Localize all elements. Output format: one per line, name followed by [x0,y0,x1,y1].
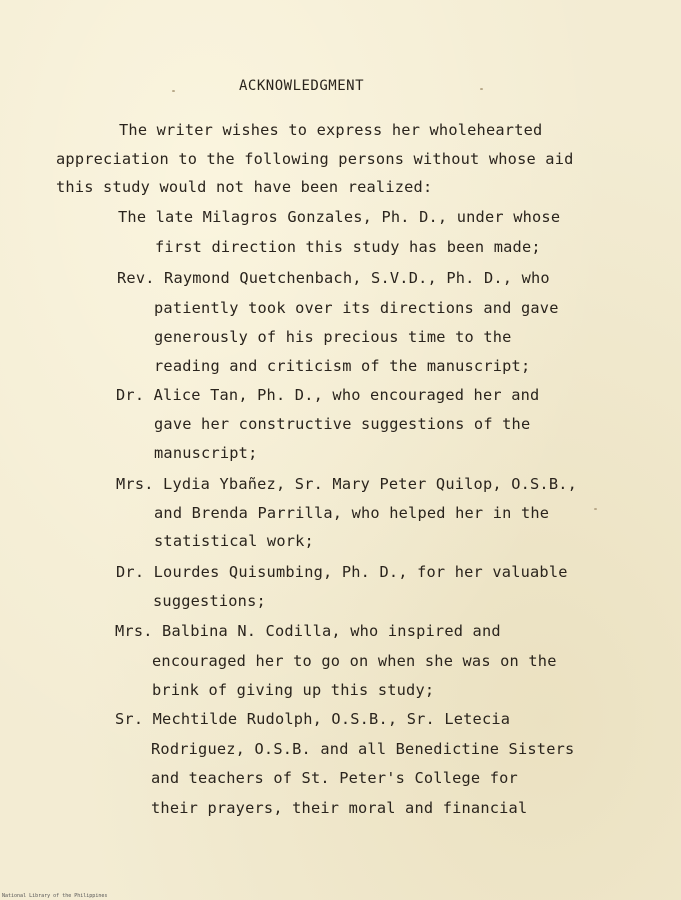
text-line: statistical work; [154,532,314,550]
paper-speck [594,508,597,510]
text-line: suggestions; [153,592,266,610]
text-line: first direction this study has been made; [155,238,541,256]
text-line: The writer wishes to express her wholehearted [119,121,543,139]
text-line: their prayers, their moral and financial [151,799,528,817]
text-line: manuscript; [154,444,258,462]
text-line: brink of giving up this study; [152,681,435,699]
text-line: Sr. Mechtilde Rudolph, O.S.B., Sr. Letecia [115,710,511,728]
paper-speck [172,90,175,92]
text-line: encouraged her to go on when she was on the [152,652,557,670]
text-line: patiently took over its directions and gave [154,299,559,317]
text-line: Rodriguez, O.S.B. and all Benedictine Sisters [151,740,575,758]
text-line: appreciation to the following persons without whose aid [56,150,574,168]
text-line: Mrs. Lydia Ybañez, Sr. Mary Peter Quilop, O.S.B., [116,475,578,493]
text-line: and teachers of St. Peter's College for [151,769,518,787]
paper-speck [480,88,483,90]
text-line: reading and criticism of the manuscript; [154,357,531,375]
text-line: gave her constructive suggestions of the [154,415,531,433]
text-line: The late Milagros Gonzales, Ph. D., under whose [118,208,561,226]
text-line: Dr. Alice Tan, Ph. D., who encouraged her and [116,386,540,404]
library-footer: National Library of the Philippines [2,893,108,899]
text-line: this study would not have been realized: [56,178,433,196]
page-title: ACKNOWLEDGMENT [239,78,365,94]
text-line: and Brenda Parrilla, who helped her in the [154,504,550,522]
text-line: Dr. Lourdes Quisumbing, Ph. D., for her valuable [116,563,568,581]
text-line: Rev. Raymond Quetchenbach, S.V.D., Ph. D., who [117,269,550,287]
text-line: generously of his precious time to the [154,328,512,346]
text-line: Mrs. Balbina N. Codilla, who inspired and [115,622,501,640]
